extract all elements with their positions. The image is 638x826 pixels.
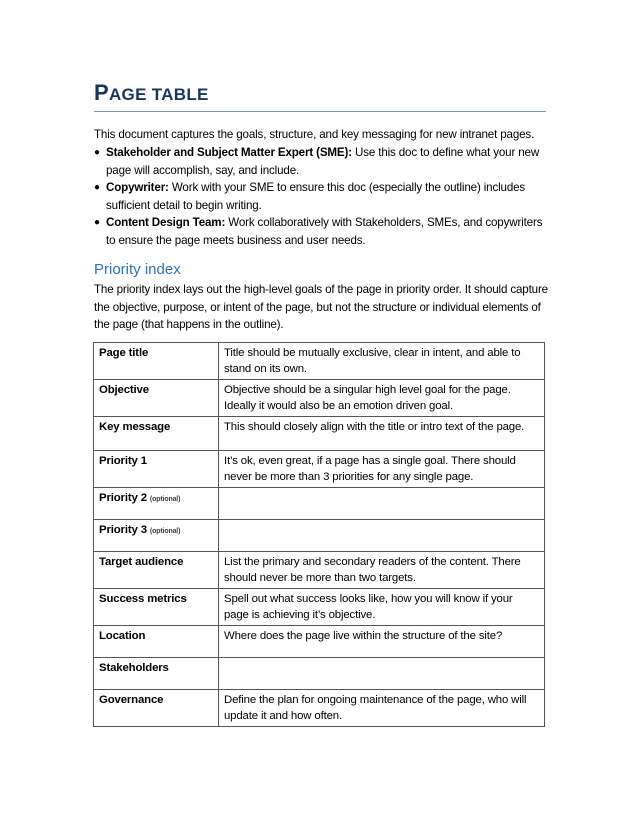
row-label <box>94 589 219 626</box>
table-row <box>94 380 545 417</box>
bullet-text: Work collaboratively with Stakeholders, SMEs, and copywriters to ensure the page meets business and user needs. <box>106 216 543 247</box>
table-row <box>94 343 545 380</box>
row-label-text: Priority 3 <box>99 524 147 536</box>
bullet-item <box>94 214 549 249</box>
row-label-text: Success metrics <box>99 593 187 605</box>
page-table <box>93 342 545 727</box>
row-description: Objective should be a singular high level goal for the page. Ideally it would also be an emotion driven goal. <box>219 380 545 417</box>
bullet-icon: ● <box>94 182 100 193</box>
table-row <box>94 690 545 727</box>
priority-index-heading: Priority index <box>94 261 181 278</box>
row-label <box>94 488 219 520</box>
row-description <box>219 658 545 690</box>
table-row <box>94 552 545 589</box>
bullet-icon: ● <box>94 217 100 228</box>
row-description <box>219 488 545 520</box>
row-description: List the primary and secondary readers of the content. There should never be more than two targets. <box>219 552 545 589</box>
row-label-text: Location <box>99 630 146 642</box>
priority-index-description: The priority index lays out the high-level goals of the page in priority order. It should capture the objective, purpose, or intent of the page, but not the structure or individual elements of the page (that happens in the outline). <box>94 283 548 332</box>
bullet-term: Stakeholder and Subject Matter Expert (SME): <box>106 146 352 159</box>
bullet-item <box>94 179 549 214</box>
row-description: This should closely align with the title or intro text of the page. <box>219 417 545 451</box>
optional-tag: (optional) <box>149 528 181 535</box>
table-row <box>94 451 545 488</box>
row-description: Spell out what success looks like, how you will know if your page is achieving it’s objective. <box>219 589 545 626</box>
row-label <box>94 552 219 589</box>
row-description: Where does the page live within the structure of the site? <box>219 626 545 658</box>
row-label-text: Target audience <box>99 556 184 568</box>
row-label <box>94 343 219 380</box>
title-initial: P <box>94 80 109 105</box>
table-row <box>94 658 545 690</box>
row-label <box>94 451 219 488</box>
row-description: It’s ok, even great, if a page has a single goal. There should never be more than 3 priorities for any single page. <box>219 451 545 488</box>
page-title <box>94 80 546 106</box>
row-label-text: Objective <box>99 384 149 396</box>
title-underline <box>94 111 546 112</box>
row-description: Define the plan for ongoing maintenance of the page, who will update it and how often. <box>219 690 545 727</box>
bullet-item <box>94 144 549 179</box>
bullet-term: Copywriter: <box>106 181 169 194</box>
table-row <box>94 626 545 658</box>
table-row <box>94 520 545 552</box>
intro-text: This document captures the goals, structure, and key messaging for new intranet pages. <box>94 128 535 141</box>
row-label <box>94 626 219 658</box>
bullet-icon: ● <box>94 147 100 158</box>
optional-tag: (optional) <box>149 496 181 503</box>
row-label-text: Stakeholders <box>99 662 169 674</box>
row-label-text: Priority 2 <box>99 492 147 504</box>
row-label-text: Key message <box>99 421 171 433</box>
title-rest: AGE TABLE <box>108 85 209 104</box>
row-description: Title should be mutually exclusive, clear in intent, and able to stand on its own. <box>219 343 545 380</box>
bullet-text: Use this doc to define what your new page will accomplish, say, and include. <box>106 146 540 177</box>
row-label <box>94 658 219 690</box>
row-label-text: Priority 1 <box>99 455 147 467</box>
table-row <box>94 417 545 451</box>
table-row <box>94 589 545 626</box>
bullet-term: Content Design Team: <box>106 216 226 229</box>
row-description <box>219 520 545 552</box>
row-label <box>94 690 219 727</box>
bullet-text: Work with your SME to ensure this doc (especially the outline) includes sufficient detail to begin writing. <box>106 181 526 212</box>
table-row <box>94 488 545 520</box>
row-label-text: Page title <box>99 347 149 359</box>
row-label-text: Governance <box>99 694 164 706</box>
row-label <box>94 380 219 417</box>
row-label <box>94 520 219 552</box>
row-label <box>94 417 219 451</box>
role-bullet-list <box>94 144 549 249</box>
